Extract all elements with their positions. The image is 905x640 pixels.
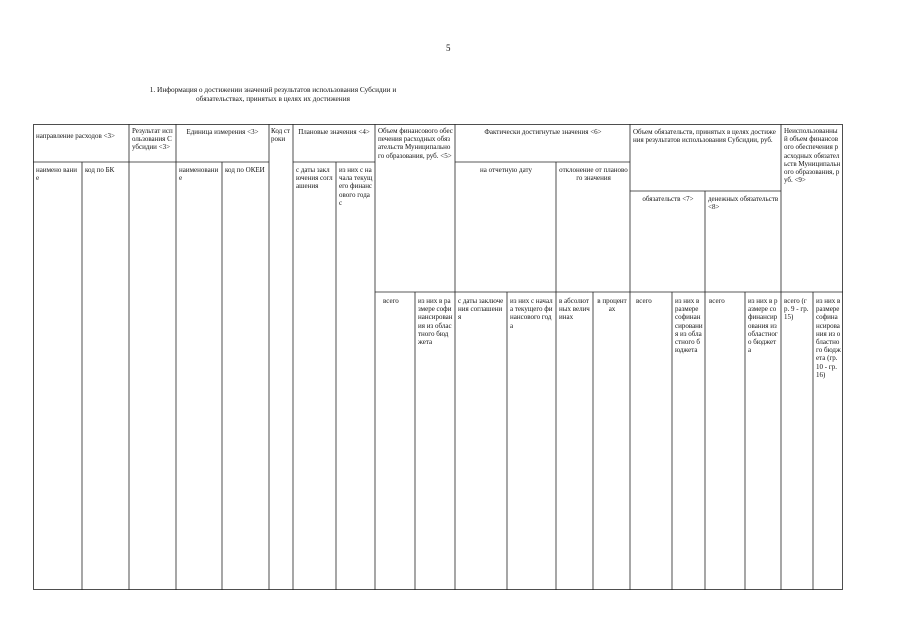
header-plan: Плановые значения <4>	[298, 128, 370, 136]
header-rezultat: Результат использования Субсидии <3>	[132, 127, 173, 152]
header-fakt: Фактически достигнутые значения <6>	[484, 128, 602, 136]
header-v-abs: в абсолютных величинах	[559, 297, 590, 322]
header-napravlenie: направление расходов <3>	[36, 132, 115, 140]
table-title: 1. Информация о достижении значений результатов использования Субсидии и обязательствах, принятых в целях их достижения	[149, 85, 397, 103]
header-edinica-naim: наименование	[179, 166, 219, 183]
header-fakt-data: на отчетную дату	[480, 166, 532, 174]
header-obem-obyaz: Объем обязательств, принятых в целях достижения результатов использования Субсидии, руб.	[633, 128, 776, 145]
header-plan-data: с даты заключения соглашения	[296, 166, 333, 191]
report-table	[33, 124, 843, 590]
header-obem-fin: Объем финансового обеспечения расходных обязательств Муниципального образования, руб. <5>	[378, 127, 453, 160]
header-kod-bk: код по БК	[85, 166, 115, 174]
header-vsego-gr: всего (гр. 9 - гр. 15)	[784, 297, 809, 322]
header-vsego: всего	[383, 297, 399, 305]
header-iz-nih-raz1: из них в размере софинансирования из областного бюджета	[675, 297, 703, 355]
header-v-proc: в процентах	[597, 297, 627, 314]
header-denezhnyh: денежных обязательств <8>	[708, 195, 779, 212]
header-neispolz: Неиспользованный объем финансового обеспечения расходных обязательств Муниципального образования, руб. <9>	[784, 127, 841, 185]
header-vsego2: всего	[636, 297, 652, 305]
header-iz-nih-gr: из них в размере софинансирования из областного бюджета (гр. 10 - гр. 16)	[816, 297, 841, 379]
header-s-daty: с даты заключения соглашения	[458, 297, 504, 322]
page-number: 5	[446, 43, 451, 53]
header-okei: код по ОКЕИ	[225, 166, 265, 174]
header-obyazatelstv: обязательств <7>	[642, 195, 694, 203]
header-edinica: Единица измерения <3>	[186, 128, 259, 136]
header-plan-nach: из них с начала текущего финансового года с	[339, 166, 373, 207]
header-naimenovanie: наимено вание	[36, 166, 77, 183]
header-kod-stroki: Код строки	[271, 127, 291, 144]
header-iz-nih-sofin: из них в размере софинансирования из областного бюджета	[418, 297, 453, 347]
header-iz-nih-raz2: из них в размере софинансирования из областного бюджета	[748, 297, 778, 355]
header-vsego3: всего	[709, 297, 725, 305]
table-grid-lines	[33, 124, 843, 590]
header-iz-nih-nach: из них с начала текущего финансового года	[510, 297, 553, 330]
header-otklon: отклонение от планового значения	[559, 166, 628, 183]
